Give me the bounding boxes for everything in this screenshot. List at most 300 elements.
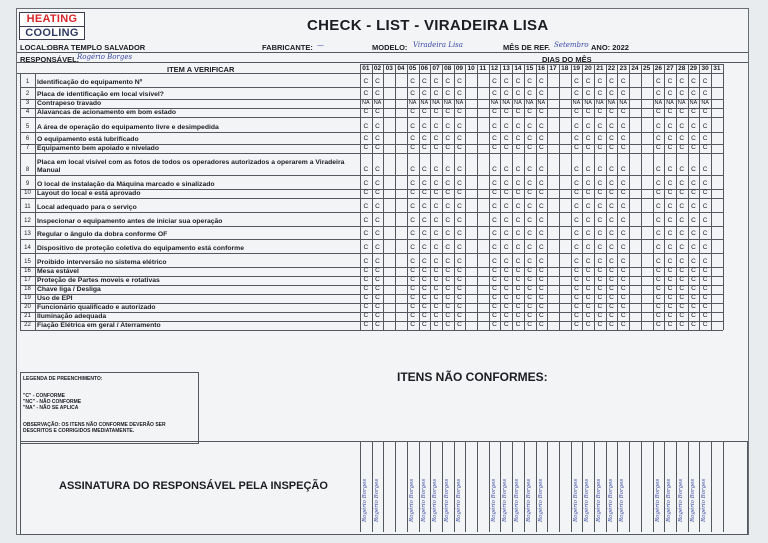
check-mark: C	[433, 267, 439, 274]
check-mark: C	[515, 135, 521, 142]
responsavel-value: Rogério Borges	[77, 53, 133, 61]
check-mark: C	[363, 285, 369, 292]
check-mark: C	[503, 78, 509, 85]
item-text: Placa em local visível com as fotos de todos os operadores autorizados a operarem a Viradeira Manual	[37, 159, 345, 174]
day-col-rule	[617, 64, 618, 330]
item-text: Contrapeso travado	[37, 100, 102, 107]
check-mark: C	[410, 90, 415, 97]
check-mark: C	[702, 217, 708, 224]
check-mark: C	[445, 217, 451, 224]
check-mark: C	[527, 267, 532, 274]
item-text: O local de instalação da Máquina marcado e sinalizado	[37, 181, 215, 188]
check-mark: NA	[584, 100, 592, 106]
day-header: 18	[561, 65, 569, 72]
check-mark: C	[679, 166, 685, 173]
check-mark: C	[597, 180, 603, 187]
check-mark: C	[620, 267, 626, 274]
item-text: Dispositivo de proteção coletiva do equipamento está conforme	[37, 245, 244, 252]
check-mark: C	[410, 135, 415, 142]
day-header: 05	[409, 65, 417, 72]
check-mark: C	[597, 217, 603, 224]
row-number: 7	[25, 145, 30, 151]
check-mark: C	[527, 258, 532, 265]
modelo-label: MODELO:	[372, 43, 408, 52]
check-mark: C	[445, 78, 451, 85]
check-mark: C	[527, 230, 532, 237]
check-mark: C	[691, 276, 696, 283]
check-mark: C	[375, 203, 380, 210]
check-mark: NA	[572, 100, 581, 106]
row-number: 1	[25, 79, 30, 85]
check-mark: C	[597, 90, 603, 97]
check-mark: C	[585, 285, 591, 292]
check-mark: C	[597, 285, 603, 292]
check-mark: C	[503, 189, 509, 196]
check-mark: C	[702, 135, 708, 142]
check-mark: C	[515, 180, 521, 187]
day-header: 15	[526, 65, 534, 72]
signature-entry: Rogério Borges	[654, 478, 661, 522]
check-mark: C	[363, 203, 369, 210]
check-mark: C	[585, 135, 591, 142]
check-mark: C	[679, 312, 685, 319]
check-mark: C	[527, 144, 532, 151]
check-mark: C	[585, 78, 591, 85]
check-mark: C	[433, 203, 439, 210]
check-mark: C	[410, 321, 415, 328]
check-mark: C	[597, 321, 603, 328]
check-mark: C	[363, 244, 369, 251]
check-mark: C	[492, 267, 497, 274]
check-mark: C	[375, 312, 380, 319]
signature-box	[20, 441, 748, 535]
signature-entry: Rogério Borges	[677, 478, 684, 522]
check-mark: C	[655, 189, 661, 196]
check-mark: C	[538, 244, 544, 251]
check-mark: C	[363, 180, 369, 187]
check-mark: C	[515, 144, 521, 151]
day-col-rule	[676, 64, 677, 330]
row-number: 8	[25, 167, 30, 173]
check-mark: C	[691, 123, 696, 130]
check-mark: C	[702, 321, 708, 328]
check-mark: C	[375, 123, 380, 130]
check-mark: C	[585, 203, 591, 210]
check-mark: C	[527, 312, 532, 319]
company-logo	[19, 12, 85, 40]
check-mark: C	[585, 230, 591, 237]
check-mark: C	[597, 144, 603, 151]
check-mark: C	[421, 144, 427, 151]
day-header: 17	[549, 65, 557, 72]
legend-observation: OBSERVAÇÃO: OS ITENS NÃO CONFORME DEVERÃO SER DESCRITOS E CORRIGIDOS IMEDIATAMENTE.	[23, 422, 166, 434]
item-text: O equipamento está lubrificado	[37, 136, 139, 143]
check-mark: C	[655, 144, 661, 151]
day-header: 30	[701, 65, 709, 72]
item-text: Iluminação adequada	[37, 313, 107, 320]
check-mark: C	[410, 203, 415, 210]
day-col-rule	[477, 64, 478, 330]
check-mark: C	[679, 217, 685, 224]
check-mark: C	[527, 135, 532, 142]
day-header: 08	[444, 65, 452, 72]
check-mark: C	[538, 180, 544, 187]
check-mark: C	[492, 285, 497, 292]
legend-title: LEGENDA DE PREENCHIMENTO:	[23, 376, 103, 382]
signature-col-rule	[442, 442, 443, 532]
check-mark: C	[375, 108, 380, 115]
check-mark: C	[574, 180, 579, 187]
check-mark: C	[574, 135, 579, 142]
day-col-rule	[653, 64, 654, 330]
check-mark: C	[538, 230, 544, 237]
check-mark: C	[667, 108, 673, 115]
check-mark: C	[655, 90, 661, 97]
check-mark: C	[691, 135, 696, 142]
check-mark: C	[702, 189, 708, 196]
check-mark: C	[691, 108, 696, 115]
check-mark: C	[445, 144, 451, 151]
check-mark: C	[620, 285, 626, 292]
day-col-rule	[383, 64, 384, 330]
check-mark: C	[457, 78, 462, 85]
signature-col-rule	[465, 442, 466, 532]
check-mark: C	[445, 203, 451, 210]
check-mark: C	[457, 285, 462, 292]
check-mark: C	[574, 203, 579, 210]
item-header: ITEM A VERIFICAR	[167, 65, 235, 74]
check-mark: C	[363, 90, 369, 97]
check-mark: C	[609, 294, 614, 301]
signature-entry: Rogério Borges	[420, 478, 427, 522]
check-mark: C	[702, 180, 708, 187]
check-mark: C	[667, 267, 673, 274]
day-col-rule	[372, 64, 373, 330]
check-mark: C	[667, 312, 673, 319]
check-mark: C	[515, 244, 521, 251]
check-mark: C	[515, 267, 521, 274]
mes-value: Setembro	[554, 41, 589, 49]
day-col-rule	[454, 64, 455, 330]
check-mark: C	[492, 203, 497, 210]
check-mark: C	[363, 108, 369, 115]
check-mark: C	[410, 285, 415, 292]
check-mark: NA	[373, 100, 382, 106]
signature-col-rule	[641, 442, 642, 532]
check-mark: C	[597, 303, 603, 310]
signature-entry: Rogério Borges	[572, 478, 579, 522]
check-mark: C	[527, 294, 532, 301]
check-mark: C	[667, 166, 673, 173]
check-mark: C	[702, 258, 708, 265]
item-text: Chave liga / Desliga	[37, 286, 101, 293]
check-mark: C	[503, 303, 509, 310]
check-mark: C	[691, 90, 696, 97]
check-mark: C	[585, 276, 591, 283]
signature-entry: Rogério Borges	[373, 478, 380, 522]
day-col-rule	[594, 64, 595, 330]
legend-na: "NA" - NÃO SE APLICA	[23, 405, 79, 411]
signature-entry: Rogério Borges	[362, 478, 368, 522]
check-mark: C	[679, 267, 685, 274]
check-mark: C	[421, 321, 427, 328]
check-mark: C	[515, 217, 521, 224]
row-number: 20	[24, 304, 31, 310]
check-mark: C	[620, 303, 626, 310]
check-mark: C	[702, 90, 708, 97]
check-mark: C	[363, 303, 369, 310]
check-mark: C	[457, 276, 462, 283]
check-mark: C	[492, 180, 497, 187]
check-mark: C	[585, 258, 591, 265]
signature-label: ASSINATURA DO RESPONSÁVEL PELA INSPEÇÃO	[59, 480, 328, 492]
check-mark: C	[503, 321, 509, 328]
check-mark: C	[527, 321, 532, 328]
check-mark: C	[667, 135, 673, 142]
check-mark: C	[363, 189, 369, 196]
check-mark: C	[410, 123, 415, 130]
check-mark: C	[597, 108, 603, 115]
item-text: Identificação do equipamento Nº	[37, 79, 143, 86]
row-number: 17	[24, 277, 31, 283]
row-number: 15	[24, 259, 31, 265]
signature-col-rule	[512, 442, 513, 532]
day-header: 19	[572, 65, 581, 72]
day-col-rule	[407, 64, 408, 330]
check-mark: C	[585, 217, 591, 224]
check-mark: C	[655, 267, 661, 274]
check-mark: C	[410, 166, 415, 173]
check-mark: C	[597, 230, 603, 237]
check-mark: C	[620, 203, 626, 210]
check-mark: C	[609, 312, 614, 319]
check-mark: NA	[666, 100, 674, 106]
day-header: 12	[490, 65, 499, 72]
signature-entry: Rogério Borges	[689, 478, 696, 522]
check-mark: C	[515, 90, 521, 97]
check-mark: C	[702, 294, 708, 301]
check-mark: C	[574, 321, 579, 328]
check-mark: C	[655, 321, 661, 328]
check-mark: C	[363, 217, 369, 224]
check-mark: C	[445, 312, 451, 319]
item-text: Placa de identificação em local visível?	[37, 91, 164, 98]
check-mark: C	[445, 303, 451, 310]
logo-cooling: COOLING	[25, 27, 79, 39]
check-mark: C	[457, 135, 462, 142]
check-mark: C	[527, 276, 532, 283]
check-mark: C	[597, 123, 603, 130]
check-mark: C	[609, 203, 614, 210]
check-mark: C	[538, 303, 544, 310]
check-mark: C	[363, 312, 369, 319]
day-col-rule	[524, 64, 525, 330]
header-rule	[17, 52, 748, 53]
check-mark: C	[433, 78, 439, 85]
day-col-rule	[629, 64, 630, 330]
check-mark: C	[620, 258, 626, 265]
check-mark: C	[538, 135, 544, 142]
check-mark: C	[375, 321, 380, 328]
check-mark: C	[585, 321, 591, 328]
check-mark: C	[363, 135, 369, 142]
check-mark: C	[655, 303, 661, 310]
check-mark: NA	[490, 100, 499, 106]
check-mark: C	[609, 267, 614, 274]
check-mark: C	[421, 267, 427, 274]
check-mark: C	[574, 108, 579, 115]
day-col-rule	[571, 64, 572, 330]
day-col-rule	[711, 64, 712, 330]
check-mark: C	[574, 258, 579, 265]
item-text: Local adequado para o serviço	[37, 204, 137, 211]
check-mark: C	[492, 294, 497, 301]
check-mark: C	[585, 244, 591, 251]
check-mark: C	[527, 203, 532, 210]
check-mark: C	[503, 203, 509, 210]
check-mark: C	[375, 294, 380, 301]
check-mark: C	[527, 166, 532, 173]
day-header: 20	[584, 65, 592, 72]
responsavel-label: RESPONSÁVEL:	[20, 55, 80, 64]
check-mark: C	[574, 78, 579, 85]
check-mark: C	[585, 267, 591, 274]
check-mark: C	[375, 78, 380, 85]
signature-col-rule	[676, 442, 677, 532]
check-mark: C	[538, 123, 544, 130]
check-mark: C	[620, 78, 626, 85]
check-mark: C	[421, 230, 427, 237]
check-mark: C	[620, 189, 626, 196]
check-mark: C	[375, 144, 380, 151]
check-mark: C	[363, 166, 369, 173]
check-mark: C	[574, 166, 579, 173]
check-mark: C	[503, 294, 509, 301]
row-number: 18	[24, 286, 31, 292]
check-mark: C	[457, 166, 462, 173]
check-mark: C	[702, 230, 708, 237]
check-mark: C	[410, 78, 415, 85]
check-mark: C	[702, 244, 708, 251]
check-mark: C	[702, 303, 708, 310]
signature-entry: Rogério Borges	[490, 478, 497, 522]
day-header: 25	[643, 65, 651, 72]
check-mark: C	[691, 180, 696, 187]
check-mark: C	[609, 244, 614, 251]
signature-col-rule	[559, 442, 560, 532]
check-mark: C	[445, 189, 451, 196]
check-mark: C	[691, 258, 696, 265]
check-mark: NA	[408, 100, 417, 106]
check-mark: C	[375, 90, 380, 97]
check-mark: C	[667, 144, 673, 151]
check-mark: C	[410, 189, 415, 196]
signature-entry: Rogério Borges	[514, 478, 521, 522]
check-mark: C	[503, 258, 509, 265]
check-mark: C	[679, 285, 685, 292]
day-col-rule	[500, 64, 501, 330]
check-mark: C	[410, 180, 415, 187]
check-mark: C	[421, 244, 427, 251]
check-mark: C	[492, 244, 497, 251]
nonconform-title: ITENS NÃO CONFORMES:	[397, 370, 548, 384]
check-mark: C	[679, 276, 685, 283]
check-mark: C	[421, 303, 427, 310]
day-header: 11	[479, 65, 487, 72]
check-mark: C	[375, 244, 380, 251]
check-mark: C	[702, 285, 708, 292]
item-text: Equipamento bem apoiado e nivelado	[37, 145, 159, 152]
check-mark: C	[691, 203, 696, 210]
check-mark: C	[421, 78, 427, 85]
check-mark: C	[445, 276, 451, 283]
check-mark: NA	[596, 100, 604, 106]
row-number: 12	[24, 218, 31, 224]
row-number: 3	[25, 100, 30, 106]
col-rule	[20, 73, 21, 330]
day-header: 21	[596, 65, 604, 72]
check-mark: C	[503, 312, 509, 319]
check-mark: C	[375, 276, 380, 283]
day-col-rule	[360, 64, 361, 330]
check-mark: C	[410, 108, 415, 115]
item-text: A área de operação do equipamento livre e desimpedida	[37, 124, 219, 131]
check-mark: C	[457, 303, 462, 310]
check-mark: NA	[362, 100, 370, 106]
check-mark: C	[655, 258, 661, 265]
local-value: OBRA TEMPLO SALVADOR	[47, 43, 146, 52]
check-mark: C	[609, 303, 614, 310]
check-mark: C	[421, 258, 427, 265]
check-mark: C	[691, 303, 696, 310]
check-mark: C	[574, 312, 579, 319]
check-mark: C	[679, 244, 685, 251]
signature-col-rule	[454, 442, 455, 532]
check-mark: C	[410, 230, 415, 237]
check-mark: C	[515, 78, 521, 85]
check-mark: C	[527, 78, 532, 85]
check-mark: C	[538, 217, 544, 224]
check-mark: C	[538, 108, 544, 115]
check-mark: C	[655, 166, 661, 173]
check-mark: C	[445, 123, 451, 130]
check-mark: C	[457, 217, 462, 224]
check-mark: C	[655, 180, 661, 187]
signature-col-rule	[477, 442, 478, 532]
check-mark: C	[503, 90, 509, 97]
check-mark: C	[667, 123, 673, 130]
check-mark: C	[620, 90, 626, 97]
check-mark: C	[609, 189, 614, 196]
check-mark: NA	[455, 100, 464, 106]
check-mark: C	[492, 144, 497, 151]
check-mark: C	[457, 90, 462, 97]
check-mark: C	[574, 285, 579, 292]
check-mark: C	[457, 267, 462, 274]
check-mark: C	[691, 78, 696, 85]
check-mark: C	[457, 189, 462, 196]
check-mark: C	[421, 108, 427, 115]
row-number: 4	[25, 109, 30, 115]
check-mark: NA	[689, 100, 698, 106]
check-mark: C	[679, 189, 685, 196]
check-mark: C	[538, 312, 544, 319]
check-mark: C	[667, 294, 673, 301]
check-mark: C	[457, 294, 462, 301]
check-mark: C	[691, 294, 696, 301]
check-mark: C	[503, 267, 509, 274]
check-mark: C	[363, 267, 369, 274]
